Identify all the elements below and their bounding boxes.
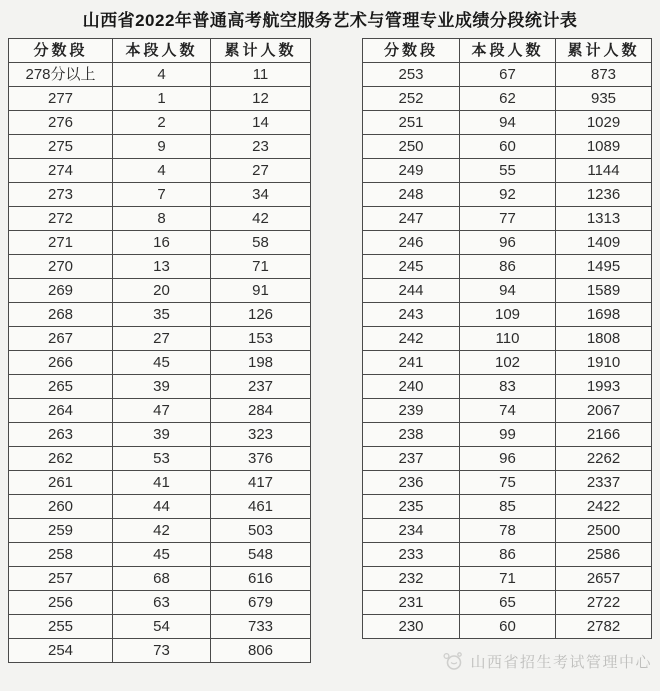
score-range-cell: 252 <box>363 87 460 111</box>
score-range-cell: 262 <box>9 447 113 471</box>
segment-count-cell: 67 <box>460 63 556 87</box>
watermark <box>442 650 652 672</box>
segment-count-cell: 41 <box>113 471 211 495</box>
cumulative-count-cell: 1313 <box>556 207 652 231</box>
table-row <box>363 615 652 639</box>
score-range-cell: 249 <box>363 159 460 183</box>
score-table-left <box>8 38 311 663</box>
cumulative-count-cell: 733 <box>211 615 311 639</box>
segment-count-cell: 92 <box>460 183 556 207</box>
cumulative-count-cell: 461 <box>211 495 311 519</box>
cumulative-count-cell: 71 <box>211 255 311 279</box>
table-row <box>363 471 652 495</box>
cumulative-count-cell: 2262 <box>556 447 652 471</box>
score-range-cell: 240 <box>363 375 460 399</box>
segment-count-cell: 96 <box>460 447 556 471</box>
segment-count-cell: 54 <box>113 615 211 639</box>
segment-count-cell: 110 <box>460 327 556 351</box>
column-header: 分数段 <box>363 39 460 63</box>
cumulative-count-cell: 1144 <box>556 159 652 183</box>
cumulative-count-cell: 417 <box>211 471 311 495</box>
table-row <box>9 543 311 567</box>
table-row <box>9 231 311 255</box>
score-range-cell: 251 <box>363 111 460 135</box>
table-row <box>363 447 652 471</box>
org-logo-icon <box>442 650 464 672</box>
segment-count-cell: 86 <box>460 255 556 279</box>
segment-count-cell: 96 <box>460 231 556 255</box>
score-range-cell: 260 <box>9 495 113 519</box>
table-row <box>9 279 311 303</box>
score-range-cell: 242 <box>363 327 460 351</box>
cumulative-count-cell: 2657 <box>556 567 652 591</box>
segment-count-cell: 102 <box>460 351 556 375</box>
segment-count-cell: 60 <box>460 135 556 159</box>
score-range-cell: 275 <box>9 135 113 159</box>
table-row <box>363 567 652 591</box>
score-range-cell: 272 <box>9 207 113 231</box>
score-range-cell: 236 <box>363 471 460 495</box>
table-row <box>363 255 652 279</box>
table-row <box>363 495 652 519</box>
score-range-cell: 244 <box>363 279 460 303</box>
cumulative-count-cell: 806 <box>211 639 311 663</box>
column-header: 累计人数 <box>211 39 311 63</box>
table-row <box>363 207 652 231</box>
segment-count-cell: 74 <box>460 399 556 423</box>
table-row <box>9 495 311 519</box>
cumulative-count-cell: 1029 <box>556 111 652 135</box>
segment-count-cell: 39 <box>113 375 211 399</box>
cumulative-count-cell: 2500 <box>556 519 652 543</box>
cumulative-count-cell: 42 <box>211 207 311 231</box>
segment-count-cell: 109 <box>460 303 556 327</box>
table-row <box>363 375 652 399</box>
column-header: 累计人数 <box>556 39 652 63</box>
score-range-cell: 257 <box>9 567 113 591</box>
table-row <box>9 255 311 279</box>
cumulative-count-cell: 2166 <box>556 423 652 447</box>
segment-count-cell: 44 <box>113 495 211 519</box>
segment-count-cell: 13 <box>113 255 211 279</box>
score-range-cell: 248 <box>363 183 460 207</box>
segment-count-cell: 73 <box>113 639 211 663</box>
segment-count-cell: 16 <box>113 231 211 255</box>
score-range-cell: 235 <box>363 495 460 519</box>
cumulative-count-cell: 2586 <box>556 543 652 567</box>
column-header: 本段人数 <box>113 39 211 63</box>
score-range-cell: 267 <box>9 327 113 351</box>
table-row <box>9 63 311 87</box>
table-row <box>9 615 311 639</box>
table-row <box>363 159 652 183</box>
table-row <box>9 327 311 351</box>
score-range-cell: 243 <box>363 303 460 327</box>
cumulative-count-cell: 1993 <box>556 375 652 399</box>
cumulative-count-cell: 679 <box>211 591 311 615</box>
score-range-cell: 241 <box>363 351 460 375</box>
score-range-cell: 274 <box>9 159 113 183</box>
segment-count-cell: 9 <box>113 135 211 159</box>
score-range-cell: 231 <box>363 591 460 615</box>
cumulative-count-cell: 376 <box>211 447 311 471</box>
page-title: 山西省2022年普通高考航空服务艺术与管理专业成绩分段统计表 <box>82 11 578 30</box>
cumulative-count-cell: 1236 <box>556 183 652 207</box>
cumulative-count-cell: 1808 <box>556 327 652 351</box>
table-row <box>9 519 311 543</box>
segment-count-cell: 35 <box>113 303 211 327</box>
segment-count-cell: 45 <box>113 543 211 567</box>
cumulative-count-cell: 935 <box>556 87 652 111</box>
score-range-cell: 237 <box>363 447 460 471</box>
score-range-cell: 265 <box>9 375 113 399</box>
segment-count-cell: 39 <box>113 423 211 447</box>
segment-count-cell: 4 <box>113 63 211 87</box>
cumulative-count-cell: 34 <box>211 183 311 207</box>
segment-count-cell: 7 <box>113 183 211 207</box>
score-range-cell: 232 <box>363 567 460 591</box>
cumulative-count-cell: 1409 <box>556 231 652 255</box>
segment-count-cell: 47 <box>113 399 211 423</box>
table-row <box>363 87 652 111</box>
score-range-cell: 269 <box>9 279 113 303</box>
table-row <box>9 471 311 495</box>
segment-count-cell: 53 <box>113 447 211 471</box>
column-header: 本段人数 <box>460 39 556 63</box>
table-row <box>363 303 652 327</box>
table-row <box>9 111 311 135</box>
score-range-cell: 250 <box>363 135 460 159</box>
segment-count-cell: 62 <box>460 87 556 111</box>
segment-count-cell: 27 <box>113 327 211 351</box>
cumulative-count-cell: 1089 <box>556 135 652 159</box>
table-row <box>363 279 652 303</box>
score-range-cell: 253 <box>363 63 460 87</box>
table-row <box>9 591 311 615</box>
table-row <box>9 135 311 159</box>
table-row <box>9 567 311 591</box>
segment-count-cell: 94 <box>460 279 556 303</box>
score-range-cell: 268 <box>9 303 113 327</box>
table-row <box>9 351 311 375</box>
cumulative-count-cell: 2782 <box>556 615 652 639</box>
score-range-cell: 261 <box>9 471 113 495</box>
score-range-cell: 255 <box>9 615 113 639</box>
segment-count-cell: 63 <box>113 591 211 615</box>
segment-count-cell: 94 <box>460 111 556 135</box>
table-row <box>363 183 652 207</box>
segment-count-cell: 86 <box>460 543 556 567</box>
segment-count-cell: 20 <box>113 279 211 303</box>
segment-count-cell: 75 <box>460 471 556 495</box>
segment-count-cell: 68 <box>113 567 211 591</box>
segment-count-cell: 42 <box>113 519 211 543</box>
cumulative-count-cell: 284 <box>211 399 311 423</box>
score-range-cell: 256 <box>9 591 113 615</box>
cumulative-count-cell: 873 <box>556 63 652 87</box>
table-row <box>9 423 311 447</box>
cumulative-count-cell: 126 <box>211 303 311 327</box>
score-range-cell: 230 <box>363 615 460 639</box>
score-range-cell: 245 <box>363 255 460 279</box>
table-row <box>363 327 652 351</box>
segment-count-cell: 60 <box>460 615 556 639</box>
score-range-cell: 258 <box>9 543 113 567</box>
cumulative-count-cell: 1910 <box>556 351 652 375</box>
table-row <box>363 591 652 615</box>
header-row <box>9 39 311 63</box>
score-range-cell: 276 <box>9 111 113 135</box>
cumulative-count-cell: 1495 <box>556 255 652 279</box>
table-row <box>9 399 311 423</box>
cumulative-count-cell: 503 <box>211 519 311 543</box>
table-row <box>363 63 652 87</box>
table-row <box>9 183 311 207</box>
segment-count-cell: 1 <box>113 87 211 111</box>
column-header: 分数段 <box>9 39 113 63</box>
table-row <box>9 207 311 231</box>
segment-count-cell: 4 <box>113 159 211 183</box>
score-range-cell: 247 <box>363 207 460 231</box>
score-range-cell: 233 <box>363 543 460 567</box>
cumulative-count-cell: 14 <box>211 111 311 135</box>
score-range-cell: 278分以上 <box>9 63 113 87</box>
segment-count-cell: 78 <box>460 519 556 543</box>
segment-count-cell: 55 <box>460 159 556 183</box>
table-row <box>363 543 652 567</box>
cumulative-count-cell: 1589 <box>556 279 652 303</box>
table-row <box>363 351 652 375</box>
table-row <box>363 111 652 135</box>
score-range-cell: 238 <box>363 423 460 447</box>
cumulative-count-cell: 2067 <box>556 399 652 423</box>
score-range-cell: 273 <box>9 183 113 207</box>
table-row <box>9 87 311 111</box>
score-range-cell: 254 <box>9 639 113 663</box>
table-row <box>9 159 311 183</box>
table-row <box>9 639 311 663</box>
cumulative-count-cell: 237 <box>211 375 311 399</box>
watermark-label: 山西省招生考试管理中心 <box>470 653 652 671</box>
cumulative-count-cell: 1698 <box>556 303 652 327</box>
cumulative-count-cell: 323 <box>211 423 311 447</box>
cumulative-count-cell: 91 <box>211 279 311 303</box>
score-range-cell: 259 <box>9 519 113 543</box>
segment-count-cell: 71 <box>460 567 556 591</box>
score-range-cell: 266 <box>9 351 113 375</box>
table-row <box>9 303 311 327</box>
score-range-cell: 271 <box>9 231 113 255</box>
cumulative-count-cell: 12 <box>211 87 311 111</box>
table-row <box>363 423 652 447</box>
cumulative-count-cell: 616 <box>211 567 311 591</box>
cumulative-count-cell: 198 <box>211 351 311 375</box>
table-row <box>363 135 652 159</box>
cumulative-count-cell: 2422 <box>556 495 652 519</box>
segment-count-cell: 45 <box>113 351 211 375</box>
score-range-cell: 264 <box>9 399 113 423</box>
cumulative-count-cell: 548 <box>211 543 311 567</box>
segment-count-cell: 99 <box>460 423 556 447</box>
segment-count-cell: 2 <box>113 111 211 135</box>
table-row <box>9 375 311 399</box>
segment-count-cell: 65 <box>460 591 556 615</box>
cumulative-count-cell: 2722 <box>556 591 652 615</box>
segment-count-cell: 77 <box>460 207 556 231</box>
cumulative-count-cell: 11 <box>211 63 311 87</box>
score-range-cell: 239 <box>363 399 460 423</box>
segment-count-cell: 8 <box>113 207 211 231</box>
table-row <box>363 399 652 423</box>
cumulative-count-cell: 58 <box>211 231 311 255</box>
cumulative-count-cell: 23 <box>211 135 311 159</box>
score-range-cell: 234 <box>363 519 460 543</box>
score-range-cell: 270 <box>9 255 113 279</box>
score-table-right <box>362 38 652 639</box>
score-range-cell: 277 <box>9 87 113 111</box>
segment-count-cell: 85 <box>460 495 556 519</box>
segment-count-cell: 83 <box>460 375 556 399</box>
score-range-cell: 263 <box>9 423 113 447</box>
header-row <box>363 39 652 63</box>
score-range-cell: 246 <box>363 231 460 255</box>
table-row <box>363 519 652 543</box>
table-row <box>9 447 311 471</box>
cumulative-count-cell: 2337 <box>556 471 652 495</box>
cumulative-count-cell: 27 <box>211 159 311 183</box>
cumulative-count-cell: 153 <box>211 327 311 351</box>
table-row <box>363 231 652 255</box>
